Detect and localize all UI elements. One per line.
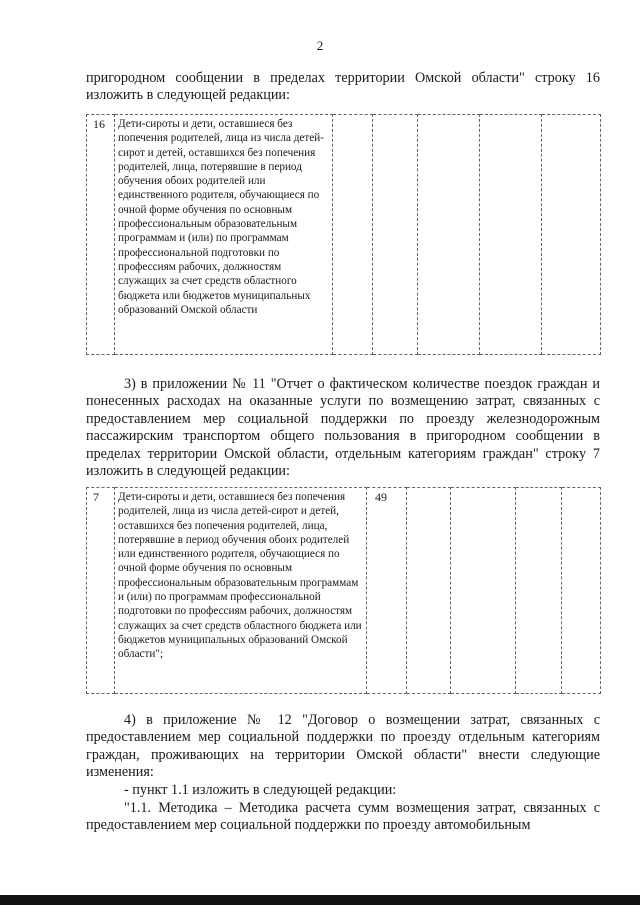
empty-cell: [407, 488, 451, 694]
scan-edge: [0, 895, 640, 905]
empty-cell: [516, 488, 562, 694]
intro-paragraph: пригородном сообщении в пределах территории Омской области" строку 16 изложить в следующей редакции:: [86, 70, 600, 104]
paragraph-5: - пункт 1.1 изложить в следующей редакции:: [124, 782, 397, 798]
category-cell: Дети-сироты и дети, оставшиеся без попечения родителей, лица из числа детей-сирот и детей, оставшихся без попечения родителей, лица, потерявшие в период обучения обоих родителей или единственного родителя, обучающиеся по очной форме обучения по основным профессиональным образовательным программам и (или) по программам профессиональной подготовки по профессиям рабочих, должностям служащих за счет средств областного бюджета или бюджетов муниципальных образований Омской области: [115, 115, 333, 355]
empty-cell: [562, 488, 601, 694]
empty-cell: [373, 115, 418, 355]
empty-cell: [451, 488, 516, 694]
empty-cell: [418, 115, 480, 355]
value-cell: 49: [367, 488, 407, 694]
paragraph-6: "1.1. Методика – Методика расчета сумм возмещения затрат, связанных с предоставлением мер социальной поддержки по проезду автомобильным: [86, 800, 600, 834]
table-row-7: [86, 487, 601, 694]
empty-cell: [480, 115, 542, 355]
category-cell: Дети-сироты и дети, оставшиеся без попечения родителей, лица из числа детей-сирот и детей, оставшихся без попечения родителей, лица, потерявшие в период обучения обоих родителей или единственного родителя, обучающиеся по очной форме обучения по основным профессиональным образовательным программам и (или) по программам профессиональной подготовки по профессиям рабочих, должностям служащих за счет средств областного бюджета или бюджетов муниципальных образований Омской области";: [115, 488, 367, 694]
empty-cell: [333, 115, 373, 355]
row-number: 7: [87, 488, 115, 694]
paragraph-3: 3) в приложении № 11 "Отчет о фактическом количестве поездок граждан и понесенных расходах на оказанные услуги по возмещению затрат, связанных с предоставлением мер социальной поддержки по проезду железнодорожным пассажирским транспортом общего пользования в пригородном сообщении в пределах территории Омской области, отдельным категориям граждан" строку 7 изложить в следующей редакции:: [86, 376, 600, 480]
row-number: 16: [87, 115, 115, 355]
page-number: 2: [316, 38, 324, 53]
table-row-16: [86, 114, 601, 355]
empty-cell: [542, 115, 601, 355]
paragraph-4: 4) в приложение № 12 "Договор о возмещении затрат, связанных с предоставлением мер социальной поддержки по проезду отдельным категориям граждан, проживающих на территории Омской области" внести следующие изменения:: [86, 712, 600, 781]
